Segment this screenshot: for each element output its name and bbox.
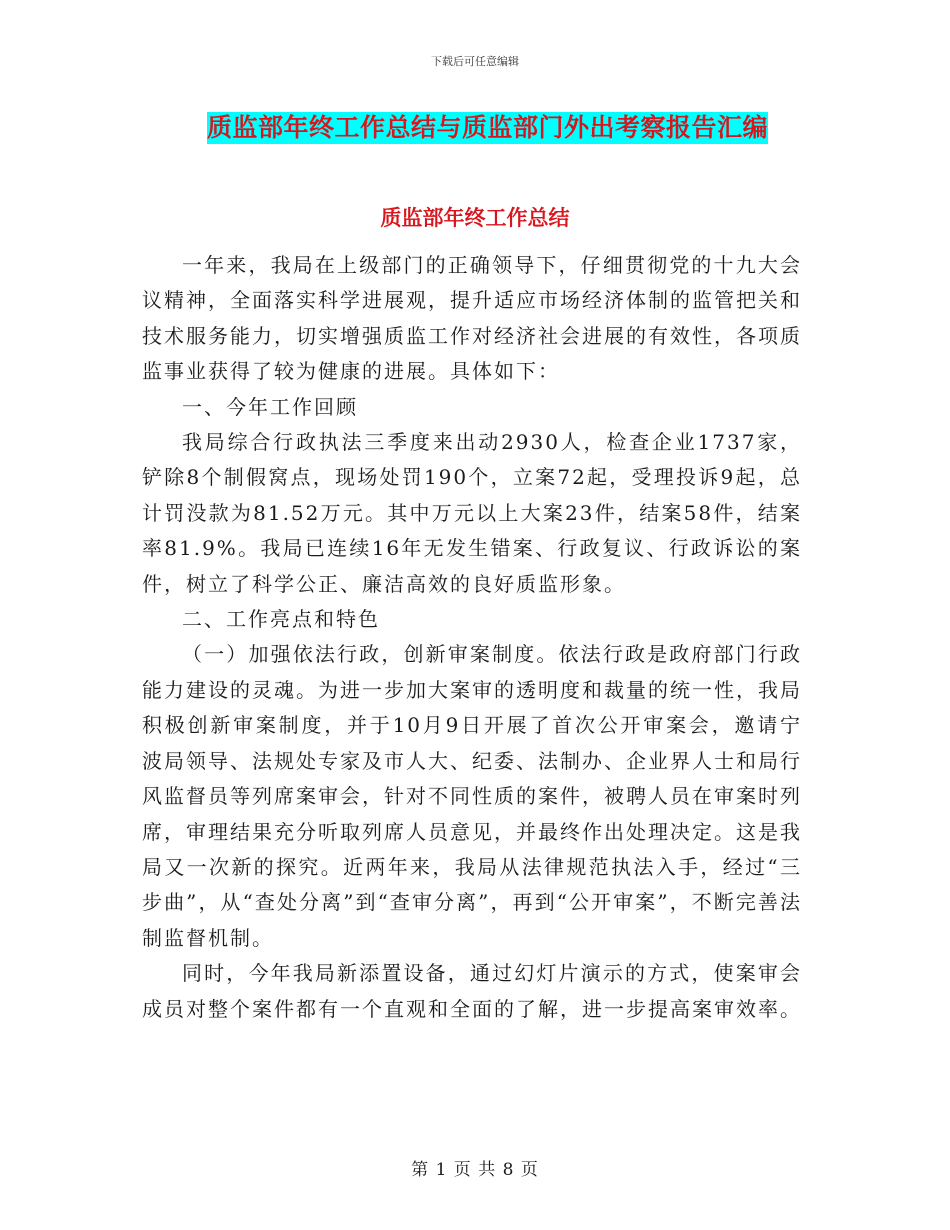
paragraph-highlight-1: （一）加强依法行政，创新审案制度。依法行政是政府部门行政能力建设的灵魂。为进一步加大案审的透明度和裁量的统一性，我局积极创新审案制度，并于10月9日开展了首次公开审案会，邀请宁波局领导、法规处专家及市人大、纪委、法制办、企业界人士和局行风监督员等列席案审会，针对不同性质的案件，被聘人员在审案时列席，审理结果充分听取列席人员意见，并最终作出处理决定。这是我局又一次新的探究。近两年来，我局从法律规范执法入手，经过“三步曲”，从“查处分离”到“查审分离”，再到“公开审案”，不断完善法制监督机制。 (142, 642, 802, 950)
document-main-title: 质监部年终工作总结与质监部门外出考察报告汇编 (207, 113, 769, 142)
document-body (142, 248, 802, 1027)
heading-highlights: 二、工作亮点和特色 (182, 607, 380, 632)
header-note: 下载后可任意编辑 (431, 55, 519, 68)
paragraph-review: 我局综合行政执法三季度来出动2930人，检查企业1737家，铲除8个制假窝点，现场处罚190个，立案72起，受理投诉9起，总计罚没款为81.52万元。其中万元以上大案23件，结案58件，结案率81.9%。我局已连续16年无发生错案、行政复议、行政诉讼的案件，树立了科学公正、廉洁高效的良好质监形象。 (142, 430, 802, 596)
paragraph-equipment: 同时，今年我局新添置设备，通过幻灯片演示的方式，使案审会成员对整个案件都有一个直观和全面的了解，进一步提高案审效率。 (142, 961, 802, 1021)
section-title: 质监部年终工作总结 (380, 205, 570, 230)
heading-review: 一、今年工作回顾 (182, 394, 358, 419)
page-number-footer: 第 1 页 共 8 页 (411, 1160, 539, 1180)
paragraph-intro: 一年来，我局在上级部门的正确领导下，仔细贯彻党的十九大会议精神，全面落实科学进展观，提升适应市场经济体制的监管把关和技术服务能力，切实增强质监工作对经济社会进展的有效性，各项质监事业获得了较为健康的进展。具体如下： (142, 253, 802, 384)
